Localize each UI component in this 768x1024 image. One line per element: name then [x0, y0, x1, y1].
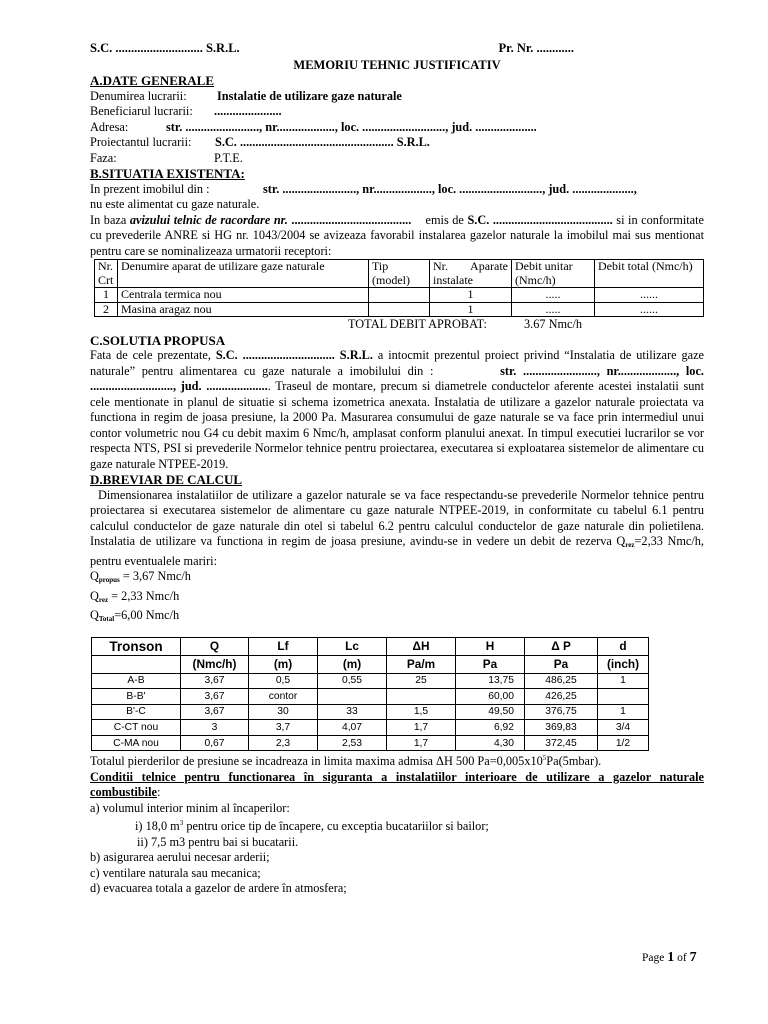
text-fragment: Totalul pierderilor de presiune se incadreaza in limita maxima admisa ΔH 500 Pa=0,005x10 [90, 754, 543, 769]
table-header-row [92, 637, 649, 655]
section-b-heading: B.SITUATIA EXISTENTA: [90, 166, 245, 181]
table-cell: 3 [181, 720, 249, 736]
text-fragment: Dimensionarea instalatiilor de utilizare a gazelor naturale se va face respectandu-se prevederile Normelor tehnice pentru proiectarea si executarea sistemelor de alimentare cu gaze naturale NTPEE-2019, in conformitate cu tabelul 6.1 pentru calculul conductelor de gaze naturale din otel si tabelul 6.2 pentru calculul conductelor de gaze naturale din polietilena. Instalatia de utilizare va functiona in regim de joasa presiune, avindu-se in vedere un debit de rezerva Q [90, 487, 704, 548]
table-cell: contor [249, 689, 318, 705]
condition-item: ii) 7,5 m3 pentru bai si bucatarii. [137, 834, 299, 849]
superscript: 3 [179, 819, 184, 828]
receptors-table [94, 259, 704, 317]
condition-item: b) asigurarea aerului necesar arderii; [90, 850, 270, 865]
table-cell: 3,7 [249, 720, 318, 736]
column-header: Lc [318, 637, 387, 655]
table-cell: A-B [92, 673, 181, 689]
table-cell: 3/4 [598, 720, 649, 736]
aviz-number: ....................................... [291, 212, 412, 227]
text-fragment: pentru orice tip de încapere, cu exceptia bucatariilor si bailor; [183, 819, 489, 834]
table-cell: ...... [595, 288, 704, 303]
pressure-loss-note [90, 751, 704, 770]
text-fragment: of [674, 952, 690, 964]
table-cell: 1 [95, 288, 118, 303]
flow-line [90, 589, 704, 609]
column-header: (m) [249, 655, 318, 673]
column-header: (inch) [598, 655, 649, 673]
table-cell: 25 [387, 673, 456, 689]
table-cell: B-B' [92, 689, 181, 705]
table-cell: C-CT nou [92, 720, 181, 736]
section-d-paragraph [90, 488, 704, 570]
general-row [90, 151, 704, 167]
table-cell: 2,3 [249, 735, 318, 751]
text-fragment: . Traseul de montare, precum si diametrele conductelor aferente acestei instalatii sunt cele mentionate in planul de situatie si schema izometrica anexata. Instalatia de utilizare a gazelor naturale proiectata va functiona in regim de joasa presiune, la 2000 Pa. Masurarea consumului de gaze naturale se va face prin intermediul unui contor volumetric nou G4 cu debit maxim 6 Nmc/h, amplasat conform planului anexat. In timpul executiei lucrarilor se vor respecta NTS, PSI si prevederile Normelor tehnice pentru proiectarea, executarea si exploatarea sistemelor de alimentare cu gaze naturale NTPEE-2019. [90, 379, 704, 471]
table-cell [387, 689, 456, 705]
table-cell [369, 302, 430, 317]
table-cell: 4,07 [318, 720, 387, 736]
text-fragment: emis de [425, 212, 464, 227]
table-cell: 33 [318, 704, 387, 720]
superscript: 5 [542, 754, 547, 763]
condition-item: d) evacuarea totala a gazelor de ardere în atmosfera; [90, 881, 347, 896]
table-cell: 1 [598, 704, 649, 720]
document-title: MEMORIU TEHNIC JUSTIFICATIV [293, 57, 501, 72]
project-number: Pr. Nr. ............ [498, 41, 574, 55]
table-cell: Centrala termica nou [118, 288, 369, 303]
table-cell [598, 689, 649, 705]
table-row [92, 720, 649, 736]
table-row [92, 673, 649, 689]
subscript: Total [98, 615, 115, 623]
address-placeholder: str. ........................, nr..................., loc. ..........................., jud. .................... [90, 363, 704, 393]
text-fragment: Pa(5mbar). [546, 754, 602, 769]
table-cell: 426,25 [525, 689, 598, 705]
subscript: rez [98, 595, 109, 604]
table-row [95, 288, 704, 303]
table-cell: B'-C [92, 704, 181, 720]
condition-item: a) volumul interior minim al încaperilor: [90, 800, 290, 815]
general-row [90, 135, 704, 151]
section-d-heading: D.BREVIAR DE CALCUL [90, 472, 243, 487]
total-debit-line [90, 317, 704, 333]
table-cell: Masina aragaz nou [118, 302, 369, 317]
table-row [95, 302, 704, 317]
text-fragment: In prezent imobilul din : [90, 181, 210, 196]
table-cell: C-MA nou [92, 735, 181, 751]
section-a-heading: A.DATE GENERALE [90, 73, 215, 88]
flow-value: = 3,67 Nmc/h [119, 569, 191, 583]
table-cell: 0,5 [249, 673, 318, 689]
document-header [90, 41, 704, 57]
flow-value: = 2,33 Nmc/h [108, 588, 180, 603]
table-header-row [92, 655, 649, 673]
column-header [92, 655, 181, 673]
column-header: Pa/m [387, 655, 456, 673]
section-c-paragraph [90, 348, 704, 472]
section-a-rows [90, 89, 704, 167]
table-cell: 1,7 [387, 735, 456, 751]
column-header: ΔH [387, 637, 456, 655]
table-cell: 49,50 [456, 704, 525, 720]
conditions-title: Conditii telnice pentru functionarea în siguranta a instalatiilor interioare de utilizare a gazelor naturale combustibile [90, 769, 704, 800]
column-header: Pa [525, 655, 598, 673]
q-symbol: Q [90, 608, 99, 622]
general-row [90, 104, 704, 120]
table-cell: 3,67 [181, 704, 249, 720]
q-symbol: Q [90, 588, 99, 603]
company-placeholder: S.C. .............................. S.R.L. [215, 348, 373, 362]
section-b-line2: nu este alimentat cu gaze naturale. [90, 197, 260, 211]
column-header: Q [181, 637, 249, 655]
table-cell [318, 689, 387, 705]
table-cell: 30 [249, 704, 318, 720]
text-fragment: In baza [90, 212, 127, 227]
total-label: TOTAL DEBIT APROBAT: [348, 317, 487, 331]
table-row [92, 735, 649, 751]
general-label: Beneficiarul lucrarii: [90, 104, 193, 118]
table-cell: 4,30 [456, 735, 525, 751]
table-cell: 372,45 [525, 735, 598, 751]
table-cell [369, 288, 430, 303]
table-cell: 1,5 [387, 704, 456, 720]
table-cell: 1 [430, 288, 512, 303]
table-cell: ..... [512, 288, 595, 303]
column-header: (m) [318, 655, 387, 673]
section-b-line1 [90, 182, 704, 198]
section-c-heading: C.SOLUTIA PROPUSA [90, 332, 226, 348]
table-header-row [95, 260, 704, 288]
general-value: P.T.E. [214, 150, 243, 165]
text-fragment: in conformitate cu prevederile ANRE si HG nr. 1043/2004 se avizeaza favorabil instalarea gazelor naturale la imobilul mai sus mentionat pentru care se nominalizeaza urmatorii receptori: [90, 212, 704, 258]
table-cell: 1 [598, 673, 649, 689]
current-page: 1 [667, 950, 675, 965]
table-cell: ..... [512, 302, 595, 317]
column-header: Denumire aparat de utilizare gaze naturale [118, 260, 369, 288]
flow-line [90, 569, 704, 589]
q-symbol: Q [90, 569, 99, 583]
pressure-calc-table [91, 637, 649, 752]
table-cell: 3,67 [181, 673, 249, 689]
general-row [90, 89, 704, 105]
total-value: 3.67 Nmc/h [524, 317, 583, 331]
column-header: (Nmc/h) [181, 655, 249, 673]
table-cell: 1 [430, 302, 512, 317]
column-header: Nr. Aparate instalate [430, 260, 512, 288]
general-value: S.C. .................................................. S.R.L. [215, 135, 430, 149]
column-header: Pa [456, 655, 525, 673]
general-label: Faza: [90, 150, 117, 165]
column-header: Debit unitar (Nmc/h) [512, 260, 595, 288]
flow-value: =6,00 Nmc/h [114, 608, 180, 622]
general-label: Denumirea lucrarii: [90, 88, 187, 103]
table-cell: 376,75 [525, 704, 598, 720]
text-fragment: si [616, 212, 625, 227]
company-header: S.C. ............................ S.R.L. [90, 41, 240, 55]
table-cell: 0,55 [318, 673, 387, 689]
table-cell: 60,00 [456, 689, 525, 705]
table-cell: 369,83 [525, 720, 598, 736]
table-cell: 1,7 [387, 720, 456, 736]
text-fragment: Fata de cele prezentate, [90, 348, 211, 362]
column-header: d [598, 637, 649, 655]
table-cell: 2,53 [318, 735, 387, 751]
general-label: Proiectantul lucrarii: [90, 135, 192, 149]
document-page [90, 41, 704, 897]
table-row [92, 704, 649, 720]
general-value: str. ........................, nr..................., loc. ..........................., jud. .................... [166, 119, 537, 134]
table-cell: 3,67 [181, 689, 249, 705]
page-number [642, 950, 697, 967]
table-cell: 6,92 [456, 720, 525, 736]
column-header: Debit total (Nmc/h) [595, 260, 704, 288]
general-value: Instalatie de utilizare gaze naturale [217, 88, 402, 103]
text-fragment: i) 18,0 m [135, 819, 180, 834]
general-row [90, 120, 704, 136]
subscript: propus [98, 576, 120, 584]
text-fragment: =2,33 Nmc/h, pentru eventualele mariri: [90, 534, 704, 568]
column-header: Tip (model) [369, 260, 430, 288]
flow-line [90, 608, 704, 628]
general-value: ...................... [214, 104, 282, 118]
condition-item [90, 816, 704, 835]
section-b-paragraph [90, 213, 704, 260]
table-cell: 486,25 [525, 673, 598, 689]
general-label: Adresa: [90, 119, 129, 134]
subscript: rez [625, 541, 635, 549]
address-placeholder: str. ........................, nr..................., loc. ..........................., jud. ...................., [263, 181, 637, 196]
table-cell: 0,67 [181, 735, 249, 751]
table-row [92, 689, 649, 705]
column-header: Lf [249, 637, 318, 655]
column-header: Nr. Crt [95, 260, 118, 288]
table-cell: 13,75 [456, 673, 525, 689]
column-header: Tronson [92, 637, 181, 655]
condition-item: c) ventilare naturala sau mecanica; [90, 865, 261, 880]
text-fragment: Page [642, 952, 668, 964]
issuer-placeholder: S.C. ....................................... [467, 212, 613, 227]
conditions-heading [90, 770, 704, 801]
table-cell: 1/2 [598, 735, 649, 751]
table-cell: ...... [595, 302, 704, 317]
text-fragment: a intocmit prezentul proiect privind “Instalatia de utilizare gaze naturale” pentru alimentarea cu gaze naturale a imobilului din : [90, 348, 704, 378]
text-fragment: : [156, 785, 161, 800]
table-cell: 2 [95, 302, 118, 317]
column-header: H [456, 637, 525, 655]
total-pages: 7 [689, 950, 697, 965]
aviz-label: avizului telnic de racordare nr. [129, 212, 288, 227]
column-header: Δ P [525, 637, 598, 655]
